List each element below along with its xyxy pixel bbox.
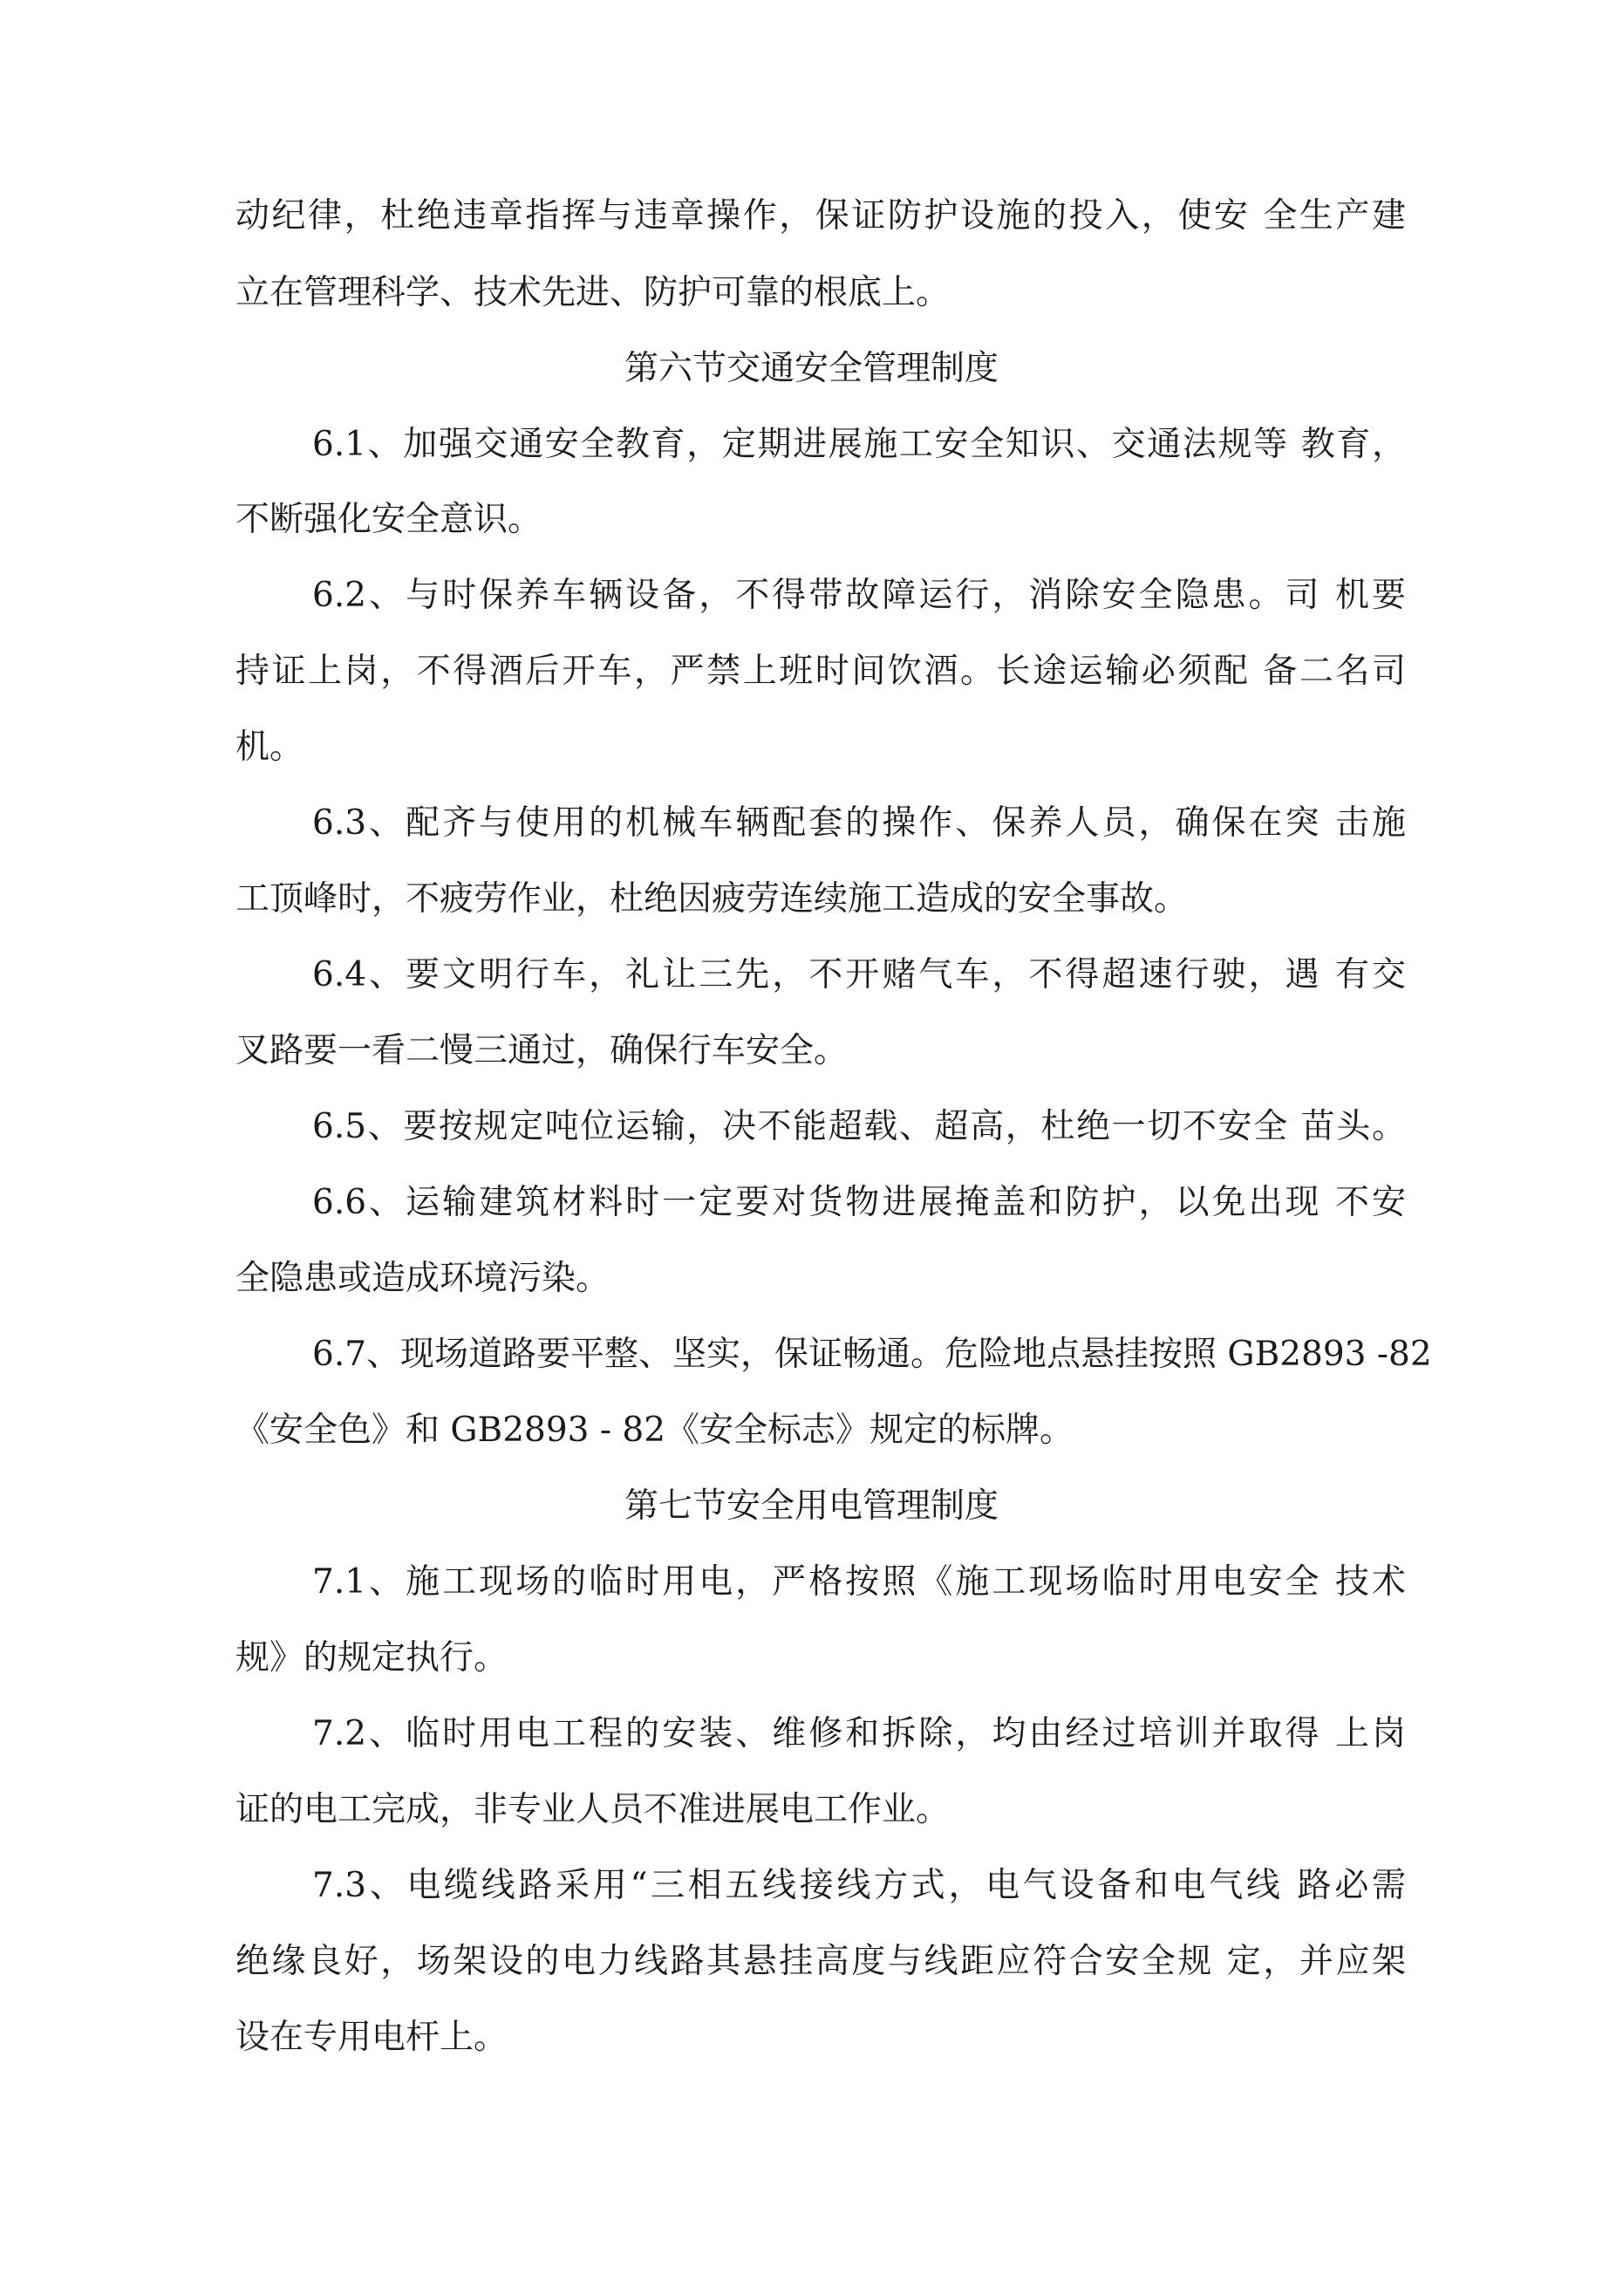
paragraph-line: 6.1、加强交通安全教育，定期进展施工安全知识、交通法规等 教育， xyxy=(312,425,1406,464)
paragraph-line: 机。 xyxy=(235,728,304,767)
paragraph-line: 工顶峰时，不疲劳作业，杜绝因疲劳连续施工造成的安全事故。 xyxy=(235,879,1189,919)
paragraph-line: 绝缘良好，场架设的电力线路其悬挂高度与线距应符合安全规 定，并应架 xyxy=(235,1942,1406,1981)
paragraph-line: 7.1、施工现场的临时用电，严格按照《施工现场临时用电安全 技术 xyxy=(312,1562,1406,1602)
paragraph-line: 6.7、现场道路要平整、坚实，保证畅通。危险地点悬挂按照 GB2893 -82 xyxy=(312,1335,1432,1374)
section-heading: 第七节安全用电管理制度 xyxy=(624,1486,999,1526)
paragraph-line: 立在管理科学、技术先进、防护可靠的根底上。 xyxy=(235,273,951,312)
paragraph-line: 《安全色》和 GB2893 - 82《安全标志》规定的标牌。 xyxy=(235,1411,1074,1450)
paragraph-line: 6.3、配齐与使用的机械车辆配套的操作、保养人员，确保在突 击施 xyxy=(312,803,1406,843)
paragraph-line: 7.2、临时用电工程的安装、维修和拆除，均由经过培训并取得 上岗 xyxy=(312,1714,1406,1753)
paragraph-line: 叉路要一看二慢三通过，确保行车安全。 xyxy=(235,1031,849,1070)
paragraph-line: 证的电工完成，非专业人员不准进展电工作业。 xyxy=(235,1790,951,1829)
paragraph-line: 动纪律，杜绝违章指挥与违章操作，保证防护设施的投入，使安 全生产建 xyxy=(235,196,1406,236)
paragraph-line: 规》的规定执行。 xyxy=(235,1638,508,1678)
paragraph-line: 6.2、与时保养车辆设备，不得带故障运行，消除安全隐患。司 机要 xyxy=(312,576,1406,615)
paragraph-line: 6.6、运输建筑材料时一定要对货物进展掩盖和防护，以免出现 不安 xyxy=(312,1183,1406,1222)
paragraph-line: 6.5、要按规定吨位运输，决不能超载、超高，杜绝一切不安全 苗头。 xyxy=(312,1107,1406,1146)
paragraph-line: 持证上岗，不得酒后开车，严禁上班时间饮酒。长途运输必须配 备二名司 xyxy=(235,652,1406,691)
section-heading: 第六节交通安全管理制度 xyxy=(624,349,999,388)
paragraph-line: 不断强化安全意识。 xyxy=(235,500,542,539)
paragraph-line: 设在专用电杆上。 xyxy=(235,2018,508,2057)
paragraph-line: 7.3、电缆线路采用“三相五线接线方式，电气设备和电气线 路必需 xyxy=(312,1866,1406,1905)
paragraph-line: 6.4、要文明行车，礼让三先，不开赌气车，不得超速行驶，遇 有交 xyxy=(312,955,1406,994)
paragraph-line: 全隐患或造成环境污染。 xyxy=(235,1259,610,1298)
